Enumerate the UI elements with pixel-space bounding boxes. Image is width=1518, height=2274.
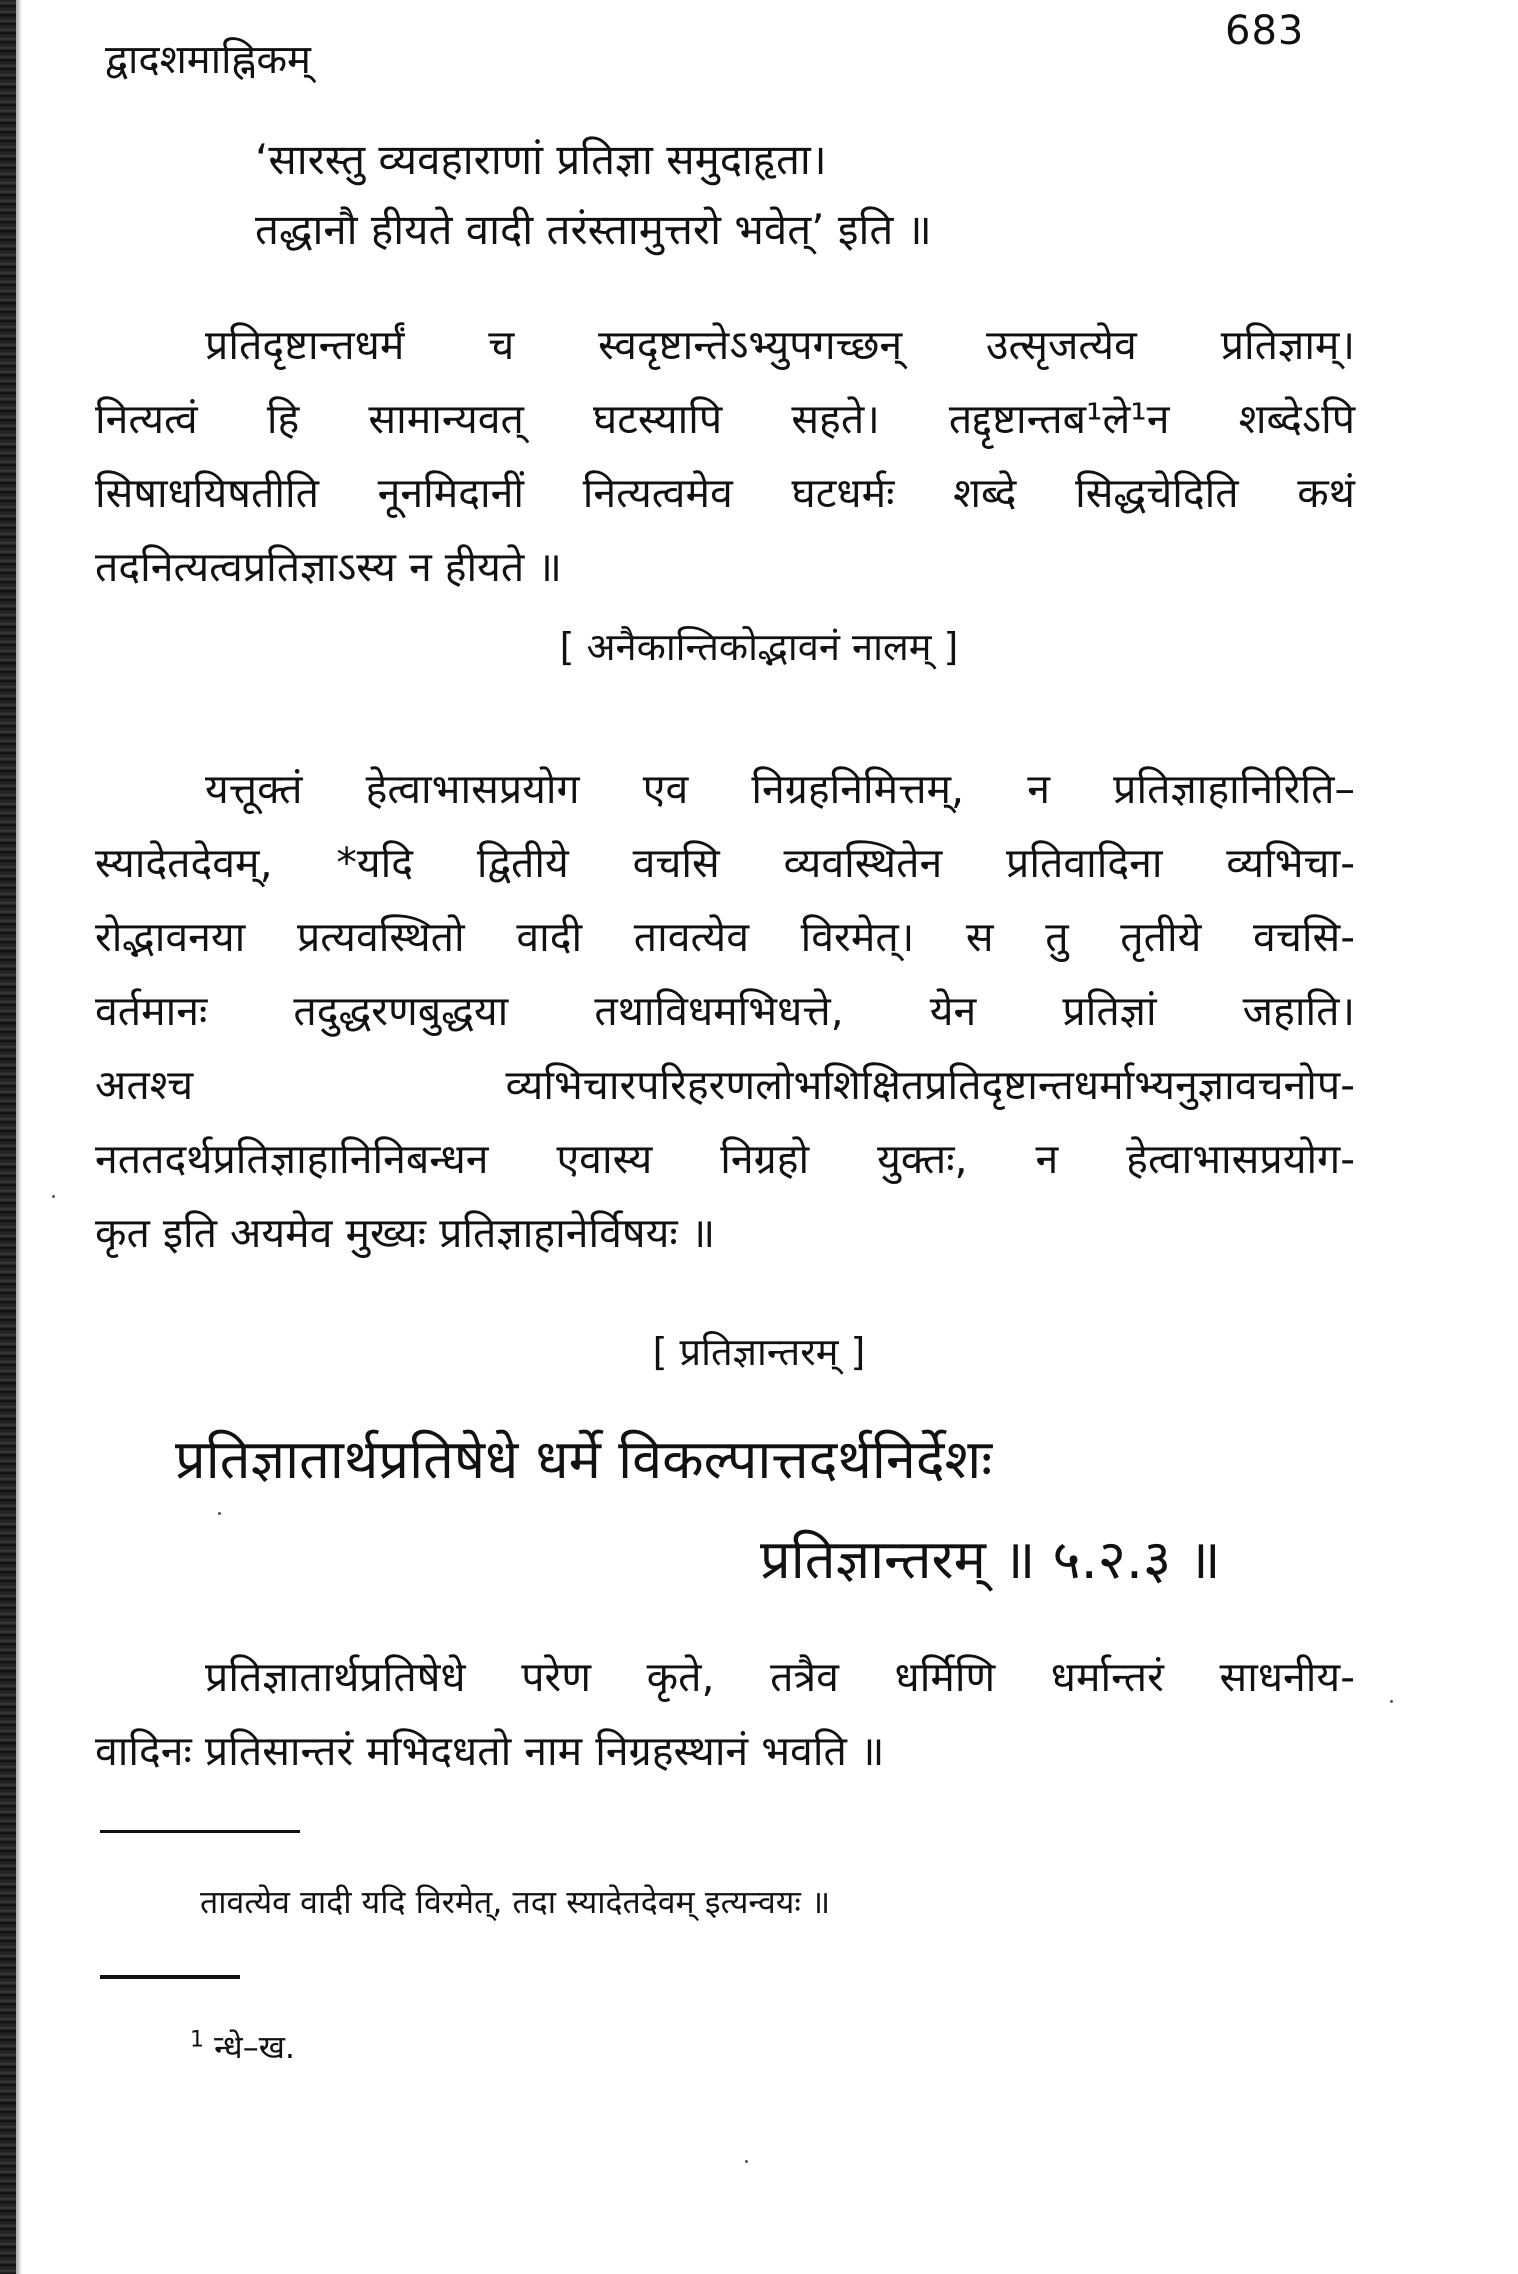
paragraph-3 (95, 1640, 1355, 1788)
page-number: 683 (1225, 8, 1305, 54)
running-head: द्वादशमाह्निकम् (105, 37, 311, 83)
footnote-separator (100, 1830, 300, 1833)
paragraph-line: स्यादेतदेवम्, *यदि द्वितीये वचसि व्यवस्थितेन प्रतिवादिना व्यभिचा- (95, 839, 1355, 887)
paragraph-line: प्रतिज्ञातार्थप्रतिषेधे परेण कृते, तत्रैव धर्मिणि धर्मान्तरं साधनीय- (205, 1653, 1355, 1701)
section-heading-pratijnantara: [ प्रतिज्ञान्तरम् ] (652, 1330, 866, 1374)
sutra-line-2: प्रतिज्ञान्तरम् ॥ ५.२.३ ॥ (760, 1528, 1221, 1591)
scan-speck (218, 1512, 221, 1515)
scan-speck (745, 2160, 748, 2163)
footnote-separator-2 (100, 1975, 240, 1979)
paragraph-line: सिषाधयिषतीति नूनमिदानीं नित्यत्वमेव घटधर्मः शब्दे सिद्धचेदिति कथं (95, 469, 1355, 517)
verse-line-1: ‘सारस्तु व्यवहाराणां प्रतिज्ञा समुदाहृता। (255, 135, 827, 184)
paragraph-1 (95, 308, 1355, 604)
verse-line-2: तद्धानौ हीयते वादी तरंस्तामुत्तरो भवेत्’ इति ॥ (255, 205, 932, 254)
footnote-text: न्धे–ख. (214, 2028, 296, 2066)
paragraph-line: रोद्भावनया प्रत्यवस्थितो वादी तावत्येव विरमेत्। स तु तृतीये वचसि- (95, 913, 1355, 961)
paragraph-line: यत्तूक्तं हेत्वाभासप्रयोग एव निग्रहनिमित्तम्, न प्रतिज्ञाहानिरिति– (205, 765, 1355, 813)
paragraph-line: नित्यत्वं हि सामान्यवत् घटस्यापि सहते। तद्दृष्टान्तब¹ले¹न शब्देऽपि (95, 395, 1355, 443)
footnote-marker: 1 (190, 2027, 204, 2053)
paragraph-line: तदनित्यत्वप्रतिज्ञाऽस्य न हीयते ॥ (95, 543, 562, 591)
paragraph-line: अतश्च व्यभिचारपरिहरणलोभशिक्षितप्रतिदृष्टान्तधर्माभ्यनुज्ञावचनोप- (95, 1061, 1355, 1109)
scan-speck (1390, 1700, 1393, 1703)
binding-edge (0, 0, 16, 2274)
paragraph-2 (95, 752, 1355, 1270)
paragraph-line: नततदर्थप्रतिज्ञाहानिनिबन्धन एवास्य निग्रहो युक्तः, न हेत्वाभासप्रयोग- (95, 1135, 1355, 1183)
paragraph-line: वादिनः प्रतिसान्तरं मभिदधतो नाम निग्रहस्थानं भवति ॥ (95, 1727, 885, 1775)
footnote-1 (190, 2025, 295, 2068)
paragraph-line: कृत इति अयमेव मुख्यः प्रतिज्ञाहानेर्विषयः ॥ (95, 1209, 716, 1257)
footnote-star: तावत्येव वादी यदि विरमेत्, तदा स्यादेतदेवम् इत्यन्वयः ॥ (200, 1883, 831, 1921)
section-heading-anaikantika: [ अनैकान्तिकोद्भावनं नालम् ] (559, 625, 959, 669)
sutra-line-1: प्रतिज्ञातार्थप्रतिषेधे धर्मे विकल्पात्तदर्थनिर्देशः (175, 1428, 993, 1491)
scan-speck (52, 1195, 55, 1198)
paragraph-line: प्रतिदृष्टान्तधर्मं च स्वदृष्टान्तेऽभ्युपगच्छन् उत्सृजत्येव प्रतिज्ञाम्। (205, 321, 1355, 369)
paragraph-line: वर्तमानः तदुद्धरणबुद्धया तथाविधमभिधत्ते, येन प्रतिज्ञां जहाति। (95, 987, 1355, 1035)
